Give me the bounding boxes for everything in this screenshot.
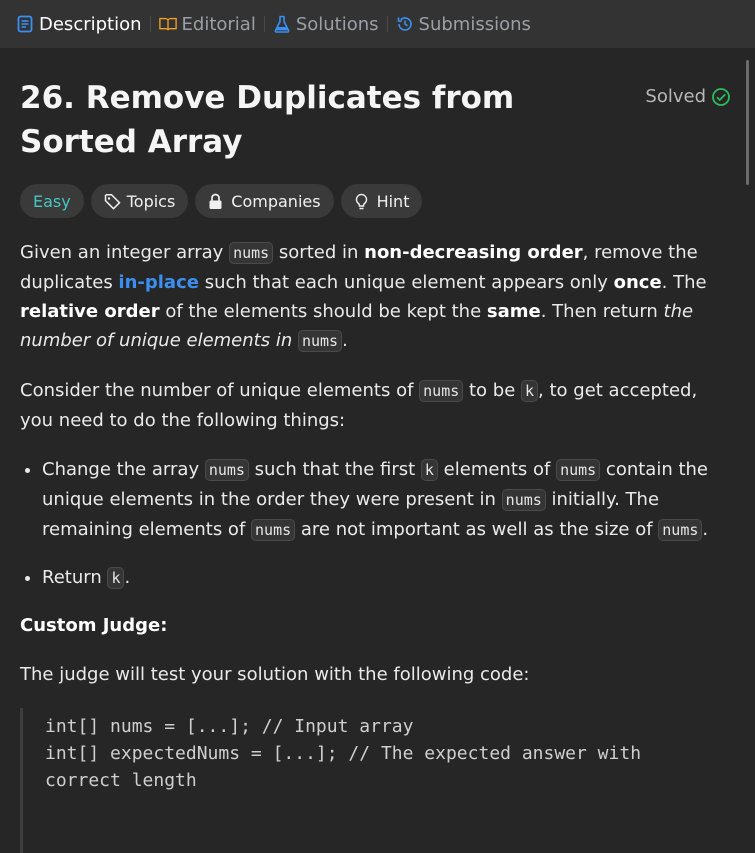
check-circle-icon: [711, 87, 731, 107]
inline-code: k: [521, 380, 538, 402]
tab-label: Editorial: [181, 13, 256, 35]
inline-code: nums: [298, 330, 342, 352]
tab-label: Solutions: [295, 13, 379, 35]
flask-icon: [273, 15, 291, 33]
tab-editorial[interactable]: [151, 0, 264, 48]
description-paragraph: Consider the number of unique elements of nums to be k , to get accepted, you need to do the following things:: [20, 380, 698, 431]
code-block[interactable]: [20, 708, 735, 853]
history-icon: [396, 15, 414, 33]
hint-tag[interactable]: [341, 184, 423, 218]
solved-status: [645, 86, 731, 107]
tab-solutions[interactable]: [265, 0, 387, 48]
scrollbar[interactable]: [746, 60, 749, 185]
description-paragraph: The judge will test your solution with the following code:: [20, 664, 530, 685]
tab-label: Submissions: [418, 13, 531, 35]
requirements-list: [20, 455, 735, 593]
in-place-link[interactable]: in-place: [118, 272, 199, 293]
inline-code: nums: [419, 380, 463, 402]
topics-tag[interactable]: [91, 184, 189, 218]
tab-bar: [0, 0, 755, 48]
book-icon: [159, 15, 177, 33]
problem-description: [20, 238, 735, 689]
difficulty-badge: Easy: [20, 184, 84, 218]
problem-title[interactable]: 26. Remove Duplicates from Sorted Array: [20, 80, 515, 160]
tab-label: Description: [39, 13, 142, 35]
inline-code: nums: [229, 242, 273, 264]
code-line: correct length: [45, 770, 197, 791]
tag-icon: [104, 193, 121, 210]
tag-label: Hint: [376, 191, 410, 211]
lock-icon: [208, 193, 225, 210]
solved-label: Solved: [645, 86, 706, 107]
lightbulb-icon: [354, 193, 371, 210]
companies-tag[interactable]: [195, 184, 333, 218]
tag-label: Topics: [126, 191, 176, 211]
tab-submissions[interactable]: [388, 0, 539, 48]
description-paragraph: Given an integer array nums sorted in non-decreasing order, remove the duplicates in-place such that each unique element appears only once. The relative order of the elements should be kept the same. Then return the number of unique elements in nums .: [20, 242, 707, 351]
list-item: • Change the array nums such that the first k elements of nums contain the unique elements in the order they were present in nums initially. The remaining elements of nums are not important as well as the size of nums .: [42, 455, 735, 545]
tag-row: [20, 184, 422, 218]
list-item: • Return k .: [42, 563, 735, 593]
description-icon: [16, 15, 34, 33]
code-line: int[] nums = [...]; // Input array: [45, 716, 414, 737]
code-line: int[] expectedNums = [...]; // The expected answer with: [45, 743, 642, 764]
tag-label: Companies: [231, 191, 321, 211]
section-heading: Custom Judge:: [20, 615, 168, 636]
tab-description[interactable]: [8, 0, 150, 48]
